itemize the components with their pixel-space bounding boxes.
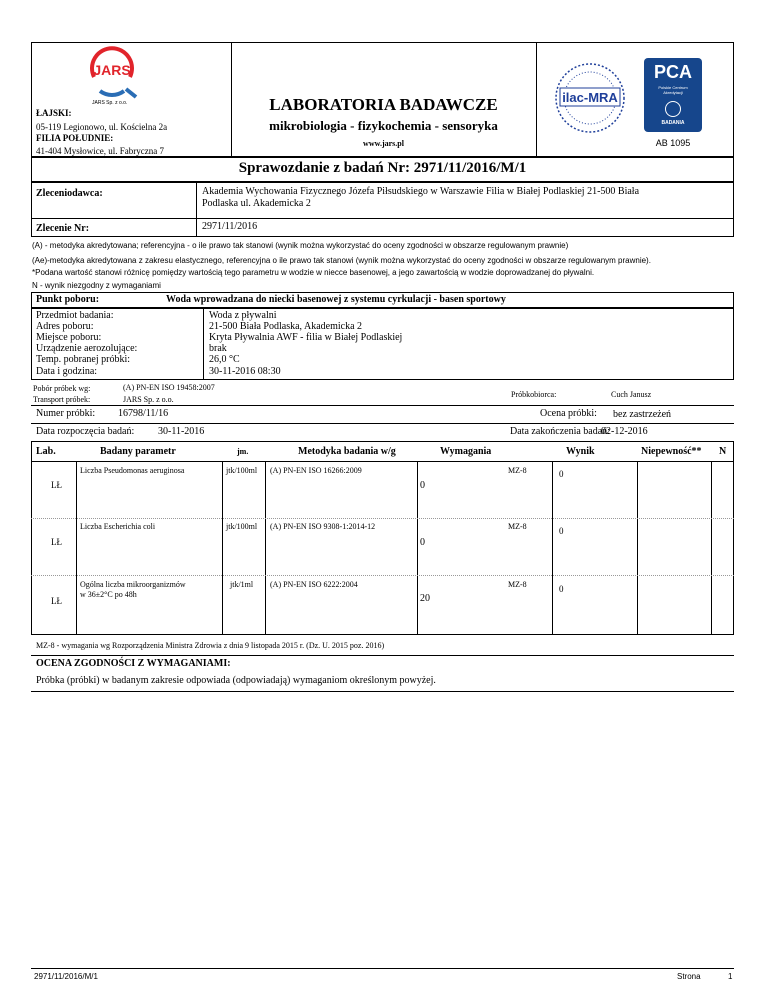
table-row-method: (A) PN-EN ISO 6222:2004 [270,580,358,589]
company-label: ŁAJSKI: [36,108,72,118]
sample-info-label: Przedmiot badania: [36,310,114,321]
transport-label: Transport próbek: [33,395,91,404]
table-row-lab: LŁ [51,480,62,490]
sample-info-value: Woda z pływalni [209,310,277,321]
assessment-label: Ocena próbki: [540,408,597,419]
order-label: Zlecenie Nr: [36,223,90,234]
website: www.jars.pl [363,139,404,148]
sample-info-value: 30-11-2016 08:30 [209,366,281,377]
footer-page-number: 1 [728,972,733,981]
lab-title: LABORATORIA BADAWCZE [269,95,498,114]
table-row-unit: jtk/100ml [226,522,258,531]
table-row-param-2: w 36±2°C po 48h [80,590,137,599]
table-row-unit: jtk/100ml [226,466,258,475]
lab-subtitle: mikrobiologia - fizykochemia - sensoryka [269,118,498,133]
pca-text: PCA [653,62,692,82]
table-row-req-code: MZ-8 [508,522,527,531]
th-param: Badany parametr [100,446,176,457]
pca-logo [644,58,702,132]
table-row-method: (A) PN-EN ISO 9308-1:2014-12 [270,522,376,531]
pca-sub-1: Polskie Centrum [658,85,688,90]
branch-label: FILIA POŁUDNIE: [36,133,114,143]
jars-logo [80,45,144,105]
sample-info-label: Temp. pobranej próbki: [36,354,130,365]
sample-info-label: Miejsce poboru: [36,332,102,343]
sample-info-value: 26,0 °C [209,354,240,365]
note-3: N - wynik niezgodny z wymaganiami [32,281,161,290]
sample-info-value: 21-500 Biała Podlaska, Akademicka 2 [209,321,363,332]
pca-sub-2: Akredytacji [663,90,683,95]
table-row-req-code: MZ-8 [508,466,527,475]
sample-number-label: Numer próbki: [36,408,96,419]
footer-doc-id: 2971/11/2016/M/1 [34,972,98,981]
table-row-lab: LŁ [51,596,62,606]
table-row-method: (A) PN-EN ISO 16266:2009 [270,466,362,475]
client-label: Zleceniodawca: [36,188,103,199]
pca-icon [665,101,681,117]
sampler-value: Cuch Janusz [611,390,652,399]
th-req: Wymagania [440,446,492,457]
sample-info-value: Kryta Pływalnia AWF - filia w Białej Podlaskiej [209,332,403,343]
assessment-value: bez zastrzeżeń [613,409,672,420]
ilac-mra-logo [552,60,628,136]
address-main: 05-119 Legionowo, ul. Kościelna 2a [36,122,168,132]
transport-value: JARS Sp. z o.o. [123,395,174,404]
sample-info-value: brak [209,343,227,354]
table-row-param: Ogólna liczba mikroorganizmów [80,580,186,589]
table-row-result: 0 [559,584,564,594]
pca-badania: BADANIA [661,120,685,126]
th-n: N [719,446,727,457]
note-0: (A) - metodyka akredytowana; referencyjna - o ile prawo tak stanowi (wynik można wykorzystać do oceny zgodności w obszarze regulowanym prawnie) [32,241,569,250]
client-value-1: Akademia Wychowania Fizycznego Józefa Piłsudskiego w Warszawie Filia w Białej Podlaskiej 21-500 Biała [202,186,640,197]
sample-info-label: Urządzenie aerozolujące: [36,343,138,354]
table-row-result: 0 [559,526,564,536]
start-date-label: Data rozpoczęcia badań: [36,426,135,437]
mz8-note: MZ-8 - wymagania wg Rozporządzenia Ministra Zdrowia z dnia 9 listopada 2015 r. (Dz. U. 2015 poz. 2016) [36,641,385,650]
note-1: (Ae)-metodyka akredytowana z zakresu elastycznego, referencyjna o ile prawo tak stanowi (wynik można wykorzystać do oceny zgodności w obszarze regulowanym prawnie). [32,256,651,265]
order-value: 2971/11/2016 [202,221,258,232]
logo-text: JARS [93,62,131,78]
logo-subtitle: JARS Sp. z o.o. [92,100,128,106]
th-unit: jm. [237,447,249,456]
sampling-method-value: (A) PN-EN ISO 19458:2007 [123,383,215,392]
address-branch: 41-404 Mysłowice, ul. Fabryczna 7 [36,146,164,156]
sampling-method-label: Pobór próbek wg: [33,384,91,393]
sampler-label: Próbkobiorca: [511,390,557,399]
th-method: Metodyka badania w/g [298,446,396,457]
note-2: *Podana wartość stanowi różnicę pomiędzy wartością tego parametru w wodzie w niecce basenowej, a jego zawartością w wodzie doprowadzanej do pływalni. [32,268,595,277]
table-row-req-value: 0 [420,537,425,548]
sample-number-value: 16798/11/16 [118,408,169,419]
table-row-req-value: 0 [420,480,425,491]
start-date-value: 30-11-2016 [158,426,205,437]
accreditation-number: AB 1095 [655,138,691,148]
table-row-param: Liczba Pseudomonas aeruginosa [80,466,185,475]
sample-info-label: Adres poboru: [36,321,94,332]
th-lab: Lab. [36,446,56,457]
table-row-req-code: MZ-8 [508,580,527,589]
sampling-point-label: Punkt poboru: [36,294,100,305]
ilac-text: ilac-MRA [562,90,618,105]
th-result: Wynik [566,446,595,457]
end-date-label: Data zakończenia badań: [510,426,610,437]
table-row-req-value: 20 [420,593,430,604]
sampling-point-value: Woda wprowadzana do niecki basenowej z systemu cyrkulacji - basen sportowy [166,294,506,305]
client-value-2: Podlaska ul. Akademicka 2 [202,198,311,209]
footer-page-label: Strona [677,972,701,981]
table-row-lab: LŁ [51,537,62,547]
conformity-text: Próbka (próbki) w badanym zakresie odpowiada (odpowiadają) wymaganiom określonym powyżej. [36,675,436,686]
end-date-value: 02-12-2016 [601,426,648,437]
table-row-result: 0 [559,469,564,479]
table-row-param: Liczba Escherichia coli [80,522,156,531]
report-title: Sprawozdanie z badań Nr: 2971/11/2016/M/1 [238,160,527,176]
sample-info-label: Data i godzina: [36,366,98,377]
conformity-title: OCENA ZGODNOŚCI Z WYMAGANIAMI: [36,658,231,669]
th-uncert: Niepewność** [641,446,702,457]
table-row-unit: jtk/1ml [230,580,254,589]
